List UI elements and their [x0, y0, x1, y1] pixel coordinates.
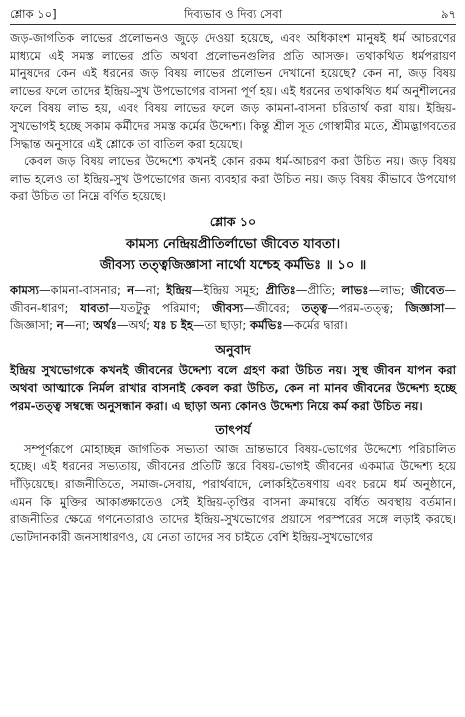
- intro-paragraph-1: জড়-জাগতিক লাভের প্রলোভনও জুড়ে দেওয়া হয়েছে, এবং অধিকাংশ মানুষই ধর্ম আচরণের মাধ্যমে এই সমস্ত লাভের প্রতি অথবা প্রলোভনগুলির প্রতি আসক্ত। তথাকথিত ধর্মপরায়ণ মানুষদের কেন এই ধরনের জড় বিষয় লাভের প্রলোভন দেখানো হয়েছে? কেন না, জড় বিষয় লাভের ফলে তাদের ইন্দ্রিয়-সুখ উপভোগের বাসনা পূর্ণ হয়। এই ধরনের তথাকথিত ধর্ম অনুশীলনের ফলে বিষয় লাভ হয়, এবং বিষয় লাভের ফলে জড় কামনা-বাসনা চরিতার্থ করা যায়। ইন্দ্রিয়-সুখভোগই হচ্ছে সকাম কর্মীদের সমস্ত কর্মের উদ্দেশ্য। কিন্তু শ্রীল সূত গোস্বামীর মতে, শ্রীমদ্ভাগবতের সিদ্ধান্ত অনুসারে এই শ্লোকে তা বাতিল করা হয়েছে।: [10, 31, 456, 151]
- synonym-meaning: জিজ্ঞাসা: [10, 318, 50, 333]
- header-page-number: ৯৭: [441, 7, 456, 21]
- header-chapter-title: দিব্যভাব ও দিব্য সেবা: [184, 7, 282, 21]
- book-page: [10, 0, 456, 717]
- synonym-term: ন: [127, 282, 135, 297]
- synonym-meaning: কর্মের দ্বারা: [294, 318, 344, 333]
- translation-heading: অনুবাদ: [215, 341, 251, 357]
- synonym-term: কর্মভিঃ: [249, 318, 283, 333]
- synonym-term: যাবতা: [80, 300, 109, 315]
- synonym-meaning: তা ছাড়া: [204, 318, 243, 333]
- synonym-meaning: ইন্দ্রিয় সমূহ: [203, 282, 256, 297]
- synonym-meaning: না: [75, 318, 86, 333]
- header-divider: [10, 24, 456, 25]
- synonym-meaning: না: [145, 282, 157, 297]
- synonym-term: লাভঃ: [341, 282, 369, 297]
- page-header: [10, 4, 456, 24]
- synonym-meaning: অর্থ: [128, 318, 147, 333]
- synonym-meaning: পরম-তত্ত্ব: [339, 300, 390, 315]
- synonym-term: ন: [56, 318, 64, 333]
- synonym-term: জিজ্ঞাসা: [405, 300, 445, 315]
- synonym-meaning: কামনা-বাসনার: [50, 282, 118, 297]
- synonym-meaning: যতটুকু পরিমাণ: [120, 300, 197, 315]
- intro-paragraph-2: কেবল জড় বিষয় লাভের উদ্দেশ্যে কখনই কোন রকম ধর্ম-আচরণ করা উচিত নয়। জড় বিষয় লাভ হলেও তা ইন্দ্রিয়-সুখ উপভোগের জন্য ব্যবহার করা উচিত নয়। জড় বিষয় কীভাবে উপযোগ করা উচিত তা নিম্নে বর্ণিত হয়েছে।: [10, 154, 456, 204]
- synonym-term: অর্থঃ: [93, 318, 117, 333]
- page-content: [10, 30, 456, 546]
- synonym-term: জীবস্য: [212, 300, 244, 315]
- verse-line-1: কামস্য নেন্দ্রিয়প্রীতির্লাভো জীবেত যাবতা।: [125, 236, 341, 252]
- synonym-term: কামস্য: [10, 282, 39, 297]
- synonym-meaning: জীবের: [254, 300, 287, 315]
- synonym-term: জীবেত: [410, 282, 445, 297]
- synonym-meaning: লাভ: [380, 282, 401, 297]
- synonym-term: প্রীতিঃ: [265, 282, 296, 297]
- synonym-meaning: জীবন-ধারণ: [10, 300, 65, 315]
- purport-heading: তাৎপর্য: [215, 421, 251, 437]
- header-verse-ref: শ্লোক ১০]: [10, 7, 57, 21]
- sloka-heading: শ্লোক ১০: [209, 213, 257, 229]
- synonym-meaning: প্রীতি: [307, 282, 332, 297]
- verse-line-2: জীবস্য তত্ত্বজিজ্ঞাসা নার্থো যশ্চেহ কর্মভিঃ ॥ ১০ ॥: [99, 257, 367, 273]
- translation-text: ইন্দ্রিয় সুখভোগকে কখনই জীবনের উদ্দেশ্য বলে গ্রহণ করা উচিত নয়। সুস্থ জীবন যাপন করা অথবা আত্মাকে নির্মল রাখার বাসনাই কেবল করা উচিত, কেন না মানব জীবনের উদ্দেশ্য হচ্ছে পরম-তত্ত্ব সম্বন্ধে অনুসন্ধান করা। এ ছাড়া অন্য কোনও উদ্দেশ্য নিয়ে কর্ম করা উচিত নয়।: [10, 362, 456, 413]
- synonym-term: তত্ত্ব: [301, 300, 328, 315]
- synonym-term: ইন্দ্রিয়: [166, 282, 192, 297]
- synonyms-block: কামস্য—কামনা-বাসনার; ন—না; ইন্দ্রিয়—ইন্দ্রিয় সমূহ; প্রীতিঃ—প্রীতি; লাভঃ—লাভ; জীবেত—জীবন-ধারণ; যাবতা—যতটুকু পরিমাণ; জীবস্য—জীবের; তত্ত্ব—পরম-তত্ত্ব; জিজ্ঞাসা—জিজ্ঞাসা; ন—না; অর্থঃ—অর্থ; যঃ চ ইহ—তা ছাড়া; কর্মভিঃ—কর্মের দ্বারা।: [10, 282, 457, 333]
- synonym-term: যঃ চ ইহ: [153, 318, 193, 333]
- purport-text: সম্পূর্ণরূপে মোহাচ্ছন্ন জাগতিক সভ্যতা আজ ভ্রান্তভাবে বিষয়-ভোগের উদ্দেশ্যে পরিচালিত হচ্ছে। এই ধরনের সভ্যতায়, জীবনের প্রতিটি স্তরে বিষয়-ভোগই জীবনের একমাত্র উদ্দেশ্য হয়ে দাঁড়িয়েছে। রাজনীতিতে, সমাজ-সেবায়, পরার্থবাদে, লোকহিতৈষণায় এবং চরমে ধর্ম অনুষ্ঠানে, এমন কি মুক্তির আকাঙ্ক্ষাতেও সেই ইন্দ্রিয়-তৃপ্তির বাসনা ক্রমান্বয়ে বর্ধিত অবস্থায় বর্তমান। রাজনীতির ক্ষেত্রে গণনেতারাও তাদের ইন্দ্রিয়-সুখভোগের প্রয়াসে পরস্পরের সঙ্গে লড়াই করছে। ভোটদানকারী জনসাধারণও, যে নেতা তাদের সব চাইতে বেশি ইন্দ্রিয়-সুখভোগের: [10, 441, 456, 544]
